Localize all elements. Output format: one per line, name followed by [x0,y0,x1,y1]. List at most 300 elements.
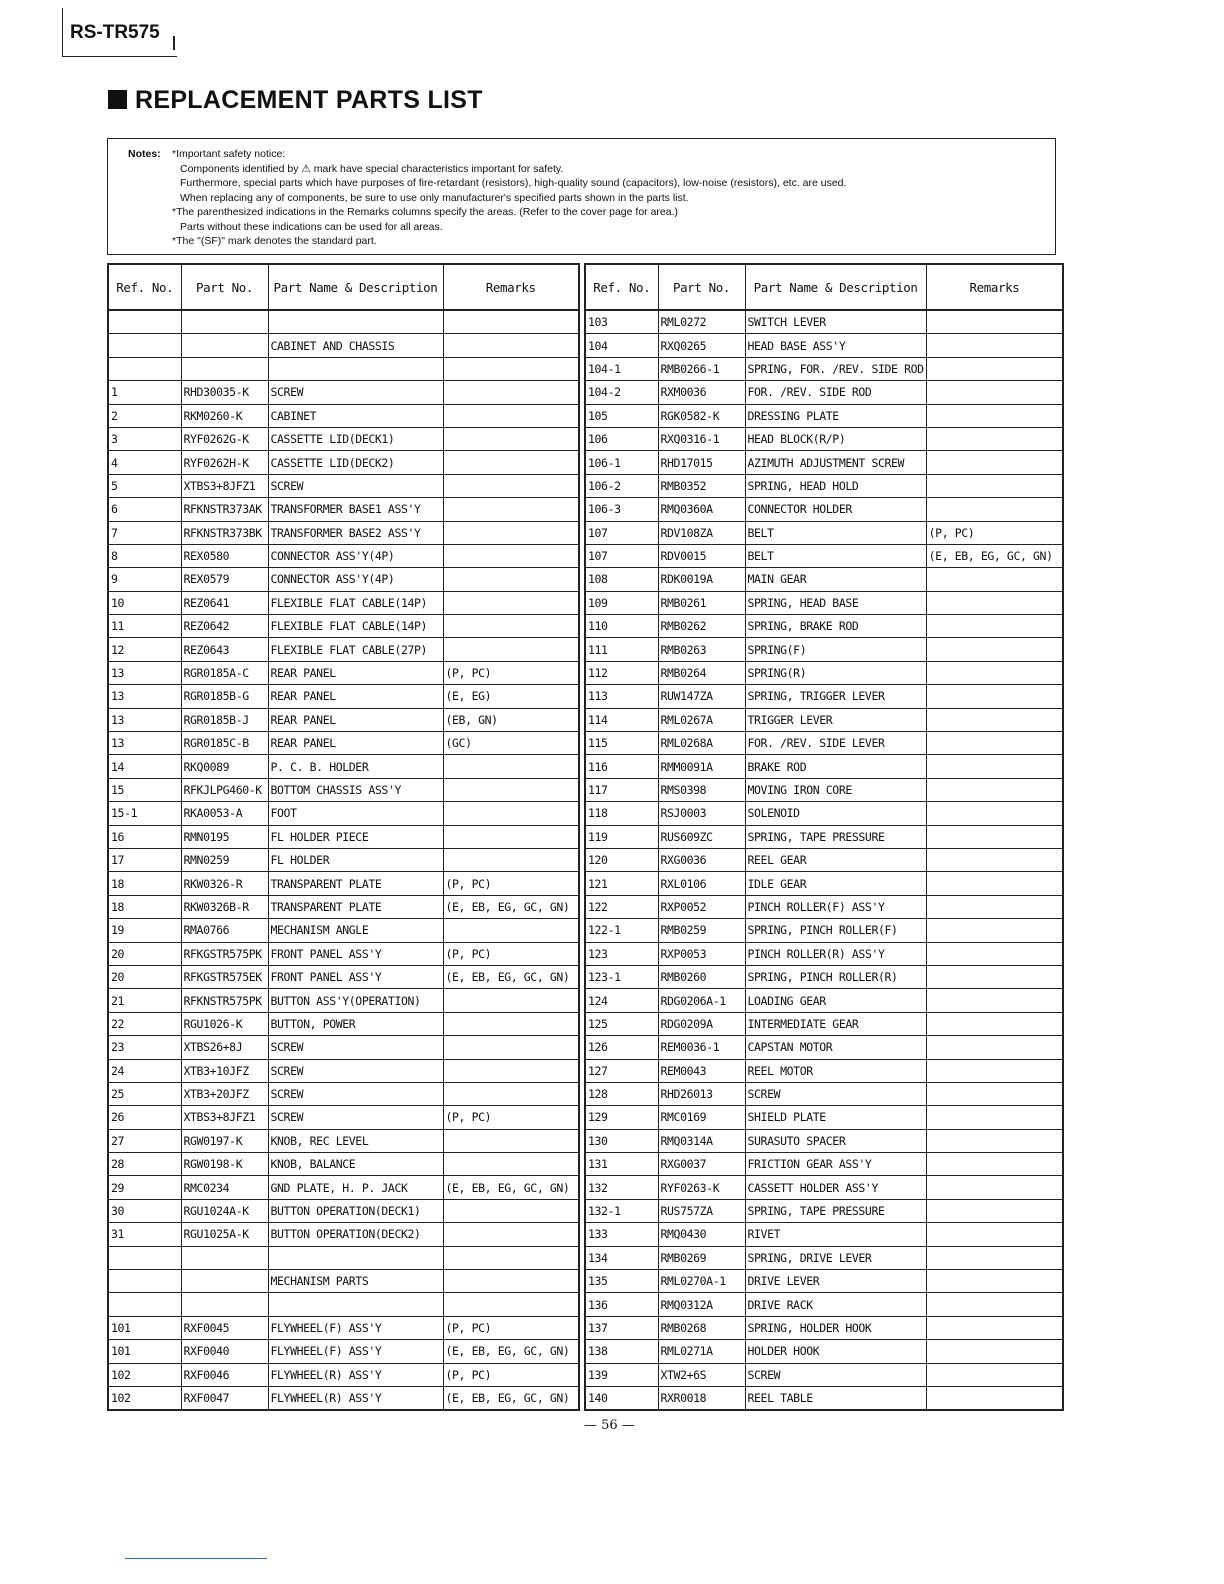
ref-no-cell: 106-2 [585,474,658,497]
table-row [108,474,579,497]
part-name-cell: KNOB, BALANCE [268,1153,443,1176]
ref-no-cell: 136 [585,1293,658,1316]
table-row [585,451,1063,474]
ref-no-cell: 123-1 [585,965,658,988]
part-no-cell: RMC0234 [181,1176,268,1199]
part-name-cell: FLEXIBLE FLAT CABLE(14P) [268,591,443,614]
part-no-cell: RXQ0265 [658,334,745,357]
part-name-cell: GND PLATE, H. P. JACK [268,1176,443,1199]
ref-no-cell: 13 [108,732,181,755]
remarks-cell: (E, EG) [443,685,579,708]
table-row [108,1316,579,1339]
ref-no-cell: 104-1 [585,357,658,380]
header-ref-no: Ref. No. [108,264,181,310]
table-row [585,544,1063,567]
ref-no-cell: 104-2 [585,381,658,404]
part-name-cell: SPRING(F) [745,638,926,661]
part-no-cell: RXF0040 [181,1340,268,1363]
part-name-cell: REAR PANEL [268,732,443,755]
remarks-cell [926,965,1063,988]
part-no-cell: RXF0047 [181,1386,268,1410]
part-name-cell: SPRING, FOR. /REV. SIDE ROD [745,357,926,380]
ref-no-cell: 20 [108,965,181,988]
remarks-cell [443,755,579,778]
part-no-cell: RXM0036 [658,381,745,404]
table-row [585,919,1063,942]
ref-no-cell: 24 [108,1059,181,1082]
table-row [585,1129,1063,1152]
ref-no-cell: 120 [585,848,658,871]
remarks-cell [443,778,579,801]
ref-no-cell: 134 [585,1246,658,1269]
remarks-cell [926,591,1063,614]
part-name-cell: TRANSFORMER BASE1 ASS'Y [268,498,443,521]
part-no-cell: REZ0643 [181,638,268,661]
part-no-cell: RXF0046 [181,1363,268,1386]
header-part-no: Part No. [658,264,745,310]
part-no-cell: RKA0053-A [181,802,268,825]
table-row [585,1246,1063,1269]
part-name-cell: SHIELD PLATE [745,1106,926,1129]
part-name-cell: FLYWHEEL(F) ASS'Y [268,1316,443,1339]
table-row [108,1246,579,1269]
ref-no-cell [108,357,181,380]
parts-table-right-body [585,310,1063,1410]
table-row [585,498,1063,521]
table-row [585,802,1063,825]
ref-no-cell: 106 [585,427,658,450]
part-name-cell: SCREW [268,381,443,404]
ref-no-cell: 122-1 [585,919,658,942]
table-row [108,1199,579,1222]
part-no-cell [181,310,268,334]
table-row [108,1129,579,1152]
remarks-cell: (E, EB, EG, GC, GN) [443,895,579,918]
parts-table-left-body [108,310,579,1410]
table-row [108,1082,579,1105]
part-name-cell: FLYWHEEL(R) ASS'Y [268,1363,443,1386]
table-row [585,381,1063,404]
part-no-cell: RMN0195 [181,825,268,848]
remarks-cell [926,732,1063,755]
part-no-cell: RDV108ZA [658,521,745,544]
table-row [585,1316,1063,1339]
part-no-cell: RXG0036 [658,848,745,871]
part-no-cell: XTB3+20JFZ [181,1082,268,1105]
remarks-cell [926,498,1063,521]
ref-no-cell: 7 [108,521,181,544]
part-no-cell: RFKNSTR373BK [181,521,268,544]
part-no-cell [181,334,268,357]
part-name-cell: CASSETTE LID(DECK2) [268,451,443,474]
table-row [108,755,579,778]
table-row [585,310,1063,334]
part-name-cell: CASSETT HOLDER ASS'Y [745,1176,926,1199]
part-name-cell: FRICTION GEAR ASS'Y [745,1153,926,1176]
table-row [585,685,1063,708]
table-row [108,1059,579,1082]
table-row [108,591,579,614]
table-row [585,1223,1063,1246]
table-row [108,615,579,638]
part-no-cell: RMB0268 [658,1316,745,1339]
part-no-cell: RDV0015 [658,544,745,567]
part-name-cell: SCREW [745,1363,926,1386]
part-no-cell: RXQ0316-1 [658,427,745,450]
ref-no-cell: 106-1 [585,451,658,474]
table-row [585,1153,1063,1176]
table-row [108,848,579,871]
part-no-cell: XTBS26+8J [181,1036,268,1059]
part-name-cell: SCREW [268,1059,443,1082]
table-row [585,334,1063,357]
remarks-cell [443,848,579,871]
part-name-cell: FLYWHEEL(R) ASS'Y [268,1386,443,1410]
ref-no-cell: 2 [108,404,181,427]
table-row [585,732,1063,755]
part-no-cell: RXR0018 [658,1386,745,1410]
part-no-cell: RYF0263-K [658,1176,745,1199]
part-name-cell: CONNECTOR ASS'Y(4P) [268,568,443,591]
ref-no-cell: 140 [585,1386,658,1410]
remarks-cell [443,919,579,942]
table-row [108,1340,579,1363]
table-row [585,872,1063,895]
table-row [585,1199,1063,1222]
part-no-cell: RFKGSTR575PK [181,942,268,965]
part-no-cell [181,1270,268,1293]
part-name-cell: CONNECTOR ASS'Y(4P) [268,544,443,567]
ref-no-cell: 8 [108,544,181,567]
ref-no-cell: 101 [108,1316,181,1339]
part-no-cell: RDK0019A [658,568,745,591]
table-row [585,1363,1063,1386]
part-name-cell: SPRING, TAPE PRESSURE [745,825,926,848]
part-name-cell: BUTTON ASS'Y(OPERATION) [268,989,443,1012]
part-name-cell: BUTTON OPERATION(DECK2) [268,1223,443,1246]
table-row [585,1012,1063,1035]
ref-no-cell: 109 [585,591,658,614]
part-no-cell [181,1293,268,1316]
part-name-cell: LOADING GEAR [745,989,926,1012]
ref-no-cell: 129 [585,1106,658,1129]
ref-no-cell: 135 [585,1270,658,1293]
part-name-cell [268,310,443,334]
part-name-cell: SCREW [268,1036,443,1059]
remarks-cell: (P, PC) [443,1106,579,1129]
notes-line: *Important safety notice: [172,148,286,160]
remarks-cell [443,521,579,544]
table-row [585,1036,1063,1059]
remarks-cell [443,989,579,1012]
remarks-cell [443,1153,579,1176]
part-no-cell: RGW0198-K [181,1153,268,1176]
part-no-cell [181,357,268,380]
part-no-cell: RKQ0089 [181,755,268,778]
remarks-cell [443,498,579,521]
remarks-cell: (E, EB, EG, GC, GN) [443,1176,579,1199]
part-name-cell: SPRING, HEAD HOLD [745,474,926,497]
part-name-cell: REEL TABLE [745,1386,926,1410]
part-no-cell: RGR0185A-C [181,661,268,684]
table-row [108,1386,579,1410]
part-no-cell: RDG0209A [658,1012,745,1035]
ref-no-cell: 126 [585,1036,658,1059]
part-no-cell: REX0579 [181,568,268,591]
remarks-cell [926,1059,1063,1082]
table-row [108,802,579,825]
part-no-cell: RXL0106 [658,872,745,895]
part-name-cell: MOVING IRON CORE [745,778,926,801]
table-row [108,1106,579,1129]
ref-no-cell: 130 [585,1129,658,1152]
remarks-cell [926,802,1063,825]
part-name-cell: REEL MOTOR [745,1059,926,1082]
remarks-cell [443,334,579,357]
remarks-cell [443,404,579,427]
part-no-cell: RKM0260-K [181,404,268,427]
table-row [108,895,579,918]
part-no-cell: RMB0269 [658,1246,745,1269]
ref-no-cell: 128 [585,1082,658,1105]
remarks-cell [926,778,1063,801]
table-row [585,895,1063,918]
table-row [108,778,579,801]
part-name-cell [268,1246,443,1269]
ref-no-cell [108,310,181,334]
part-name-cell: MAIN GEAR [745,568,926,591]
part-name-cell: TRANSPARENT PLATE [268,895,443,918]
ref-no-cell: 117 [585,778,658,801]
table-row [585,638,1063,661]
ref-no-cell: 4 [108,451,181,474]
part-no-cell: RMB0259 [658,919,745,942]
part-name-cell: FOOT [268,802,443,825]
table-row [108,661,579,684]
remarks-cell [443,1223,579,1246]
remarks-cell: (EB, GN) [443,708,579,731]
remarks-cell [926,310,1063,334]
table-row [108,1270,579,1293]
ref-no-cell: 107 [585,521,658,544]
part-no-cell: RMC0169 [658,1106,745,1129]
ref-no-cell: 31 [108,1223,181,1246]
parts-table-right [584,263,1064,1411]
parts-table-left [107,263,580,1411]
table-row [585,942,1063,965]
part-name-cell: PINCH ROLLER(F) ASS'Y [745,895,926,918]
ref-no-cell: 104 [585,334,658,357]
ref-no-cell: 112 [585,661,658,684]
part-no-cell: RUS609ZC [658,825,745,848]
table-row [108,732,579,755]
part-no-cell: REZ0642 [181,615,268,638]
remarks-cell [926,474,1063,497]
part-no-cell: RMB0261 [658,591,745,614]
part-no-cell: RMB0260 [658,965,745,988]
remarks-cell [926,451,1063,474]
part-no-cell: RDG0206A-1 [658,989,745,1012]
table-row [585,825,1063,848]
part-no-cell: RMQ0312A [658,1293,745,1316]
part-no-cell: RGR0185B-G [181,685,268,708]
table-row [108,544,579,567]
remarks-cell [443,591,579,614]
table-row [585,778,1063,801]
part-name-cell: SOLENOID [745,802,926,825]
part-no-cell: RKW0326-R [181,872,268,895]
table-header-row [585,264,1063,310]
remarks-cell [926,1082,1063,1105]
table-row [585,474,1063,497]
table-row [108,942,579,965]
ref-no-cell: 14 [108,755,181,778]
remarks-cell [443,1036,579,1059]
remarks-cell: (P, PC) [443,942,579,965]
header-part-name: Part Name & Description [745,264,926,310]
table-row [585,1082,1063,1105]
ref-no-cell: 25 [108,1082,181,1105]
remarks-cell [443,1059,579,1082]
remarks-cell [926,685,1063,708]
part-name-cell: DRIVE RACK [745,1293,926,1316]
ref-no-cell: 9 [108,568,181,591]
part-no-cell: RUW147ZA [658,685,745,708]
ref-no-cell: 27 [108,1129,181,1152]
ref-no-cell: 137 [585,1316,658,1339]
part-name-cell: PINCH ROLLER(R) ASS'Y [745,942,926,965]
part-name-cell: SPRING, PINCH ROLLER(F) [745,919,926,942]
part-name-cell: BOTTOM CHASSIS ASS'Y [268,778,443,801]
part-no-cell: REZ0641 [181,591,268,614]
table-row [585,965,1063,988]
part-no-cell: RGR0185C-B [181,732,268,755]
remarks-cell [926,942,1063,965]
part-no-cell: RMA0766 [181,919,268,942]
part-name-cell: SPRING, HOLDER HOOK [745,1316,926,1339]
part-name-cell: FLYWHEEL(F) ASS'Y [268,1340,443,1363]
table-row [108,1176,579,1199]
part-name-cell: P. C. B. HOLDER [268,755,443,778]
ref-no-cell: 12 [108,638,181,661]
table-row [108,965,579,988]
part-name-cell: SCREW [268,1082,443,1105]
table-row [108,989,579,1012]
remarks-cell: (GC) [443,732,579,755]
part-name-cell: REAR PANEL [268,708,443,731]
notes-line: When replacing any of components, be sure to use only manufacturer's specified parts shown in the parts list. [180,191,689,204]
remarks-cell [926,1293,1063,1316]
table-row [108,381,579,404]
notes-line: Parts without these indications can be used for all areas. [180,220,443,233]
part-name-cell: FL HOLDER PIECE [268,825,443,848]
ref-no-cell: 15-1 [108,802,181,825]
ref-no-cell: 26 [108,1106,181,1129]
part-name-cell: FOR. /REV. SIDE ROD [745,381,926,404]
part-name-cell: SPRING(R) [745,661,926,684]
remarks-cell [443,1199,579,1222]
remarks-cell [443,1129,579,1152]
ref-no-cell: 138 [585,1340,658,1363]
part-no-cell: REM0036-1 [658,1036,745,1059]
part-name-cell: DRESSING PLATE [745,404,926,427]
part-no-cell: RMB0262 [658,615,745,638]
part-no-cell: RMN0259 [181,848,268,871]
remarks-cell [443,568,579,591]
remarks-cell [926,638,1063,661]
table-row [108,1293,579,1316]
part-no-cell: RHD17015 [658,451,745,474]
part-name-cell: SWITCH LEVER [745,310,926,334]
remarks-cell [926,919,1063,942]
table-row [108,638,579,661]
table-row [108,334,579,357]
remarks-cell [443,1293,579,1316]
part-name-cell: TRANSFORMER BASE2 ASS'Y [268,521,443,544]
part-name-cell: SCREW [745,1082,926,1105]
ref-no-cell: 139 [585,1363,658,1386]
part-no-cell: RSJ0003 [658,802,745,825]
ref-no-cell: 28 [108,1153,181,1176]
remarks-cell [443,474,579,497]
remarks-cell [926,989,1063,1012]
table-row [108,919,579,942]
part-no-cell: RMM0091A [658,755,745,778]
part-name-cell: FL HOLDER [268,848,443,871]
notes-line: *The "(SF)" mark denotes the standard part. [172,235,377,247]
part-no-cell: RFKJLPG460-K [181,778,268,801]
ref-no-cell: 101 [108,1340,181,1363]
remarks-cell [926,755,1063,778]
page-title-text: REPLACEMENT PARTS LIST [135,86,483,114]
remarks-cell [926,1386,1063,1410]
part-name-cell: SPRING, BRAKE ROD [745,615,926,638]
remarks-cell [443,1270,579,1293]
part-no-cell: REX0580 [181,544,268,567]
part-name-cell: MECHANISM PARTS [268,1270,443,1293]
ref-no-cell: 113 [585,685,658,708]
table-row [108,498,579,521]
ref-no-cell: 111 [585,638,658,661]
part-no-cell: RML0271A [658,1340,745,1363]
ref-no-cell: 17 [108,848,181,871]
table-row [585,521,1063,544]
ref-no-cell [108,1246,181,1269]
part-name-cell: BELT [745,544,926,567]
remarks-cell [443,427,579,450]
part-no-cell [181,1246,268,1269]
remarks-cell [926,1012,1063,1035]
part-no-cell: RXG0037 [658,1153,745,1176]
remarks-cell [926,1223,1063,1246]
part-name-cell: INTERMEDIATE GEAR [745,1012,926,1035]
ref-no-cell: 115 [585,732,658,755]
table-row [108,685,579,708]
table-row [585,1386,1063,1410]
part-no-cell: REM0043 [658,1059,745,1082]
part-name-cell: TRANSPARENT PLATE [268,872,443,895]
footer-rule [125,1558,267,1559]
notes-label: Notes: [128,148,161,160]
part-name-cell: SPRING, PINCH ROLLER(R) [745,965,926,988]
part-name-cell: REEL GEAR [745,848,926,871]
ref-no-cell: 21 [108,989,181,1012]
table-row [108,404,579,427]
table-row [585,848,1063,871]
table-row [585,1176,1063,1199]
part-name-cell: SPRING, TAPE PRESSURE [745,1199,926,1222]
part-name-cell: CABINET [268,404,443,427]
